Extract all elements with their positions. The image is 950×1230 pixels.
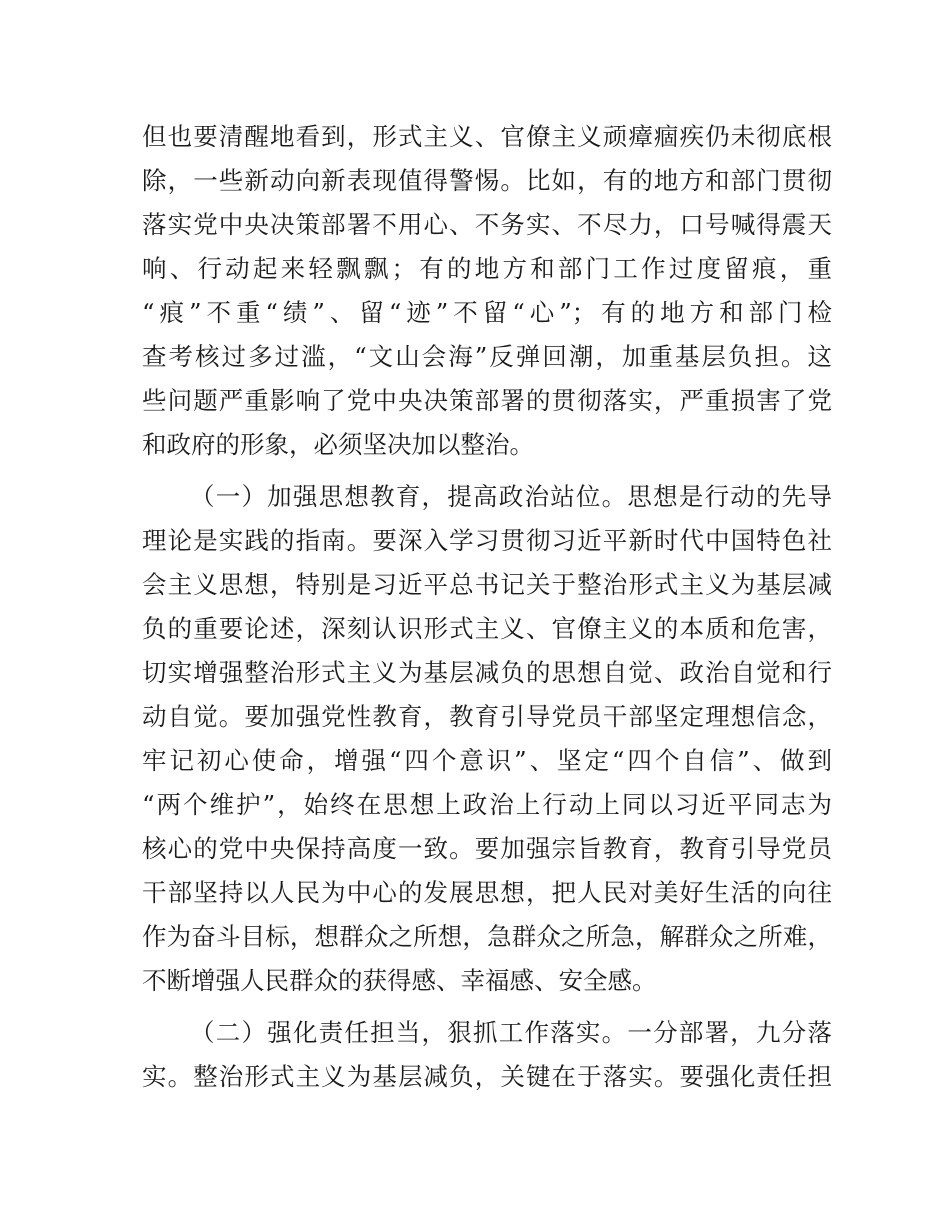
paragraph-intro-line-8: 和政府的形象，必须坚决加以整治。: [142, 430, 534, 459]
section-1-line-3: 会主义思想，特别是习近平总书记关于整治形式主义为基层减: [142, 570, 832, 599]
section-1-line-8: “两个维护”，始终在思想上政治上行动上同以习近平同志为: [142, 790, 832, 819]
paragraph-intro-line-7: 些问题严重影响了党中央决策部署的贯彻落实，严重损害了党: [142, 386, 832, 415]
section-1-line-2: 理论是实践的指南。要深入学习贯彻习近平新时代中国特色社: [142, 526, 832, 555]
section-1-line-4: 负的重要论述，深刻认识形式主义、官僚主义的本质和危害，: [142, 614, 832, 643]
paragraph-intro-line-3: 落实党中央决策部署不用心、不务实、不尽力，口号喊得震天: [142, 210, 832, 239]
paragraph-intro-line-4: 响、行动起来轻飘飘；有的地方和部门工作过度留痕，重: [142, 254, 832, 283]
section-2-line-2: 实。整治形式主义为基层减负，关键在于落实。要强化责任担: [142, 1062, 832, 1091]
section-1-line-5: 切实增强整治形式主义为基层减负的思想自觉、政治自觉和行: [142, 658, 832, 687]
section-1-line-10: 干部坚持以人民为中心的发展思想，把人民对美好生活的向往: [142, 878, 832, 907]
paragraph-intro-line-5: “痕”不重“绩”、留“迹”不留“心”；有的地方和部门检: [142, 298, 832, 327]
paragraph-intro-line-6: 查考核过多过滥，“文山会海”反弹回潮，加重基层负担。这: [142, 342, 832, 371]
paragraph-intro-line-1: 但也要清醒地看到，形式主义、官僚主义顽瘴痼疾仍未彻底根: [142, 122, 832, 151]
section-1-line-7: 牢记初心使命，增强“四个意识”、坚定“四个自信”、做到: [142, 746, 832, 775]
section-1-heading-line: （一）加强思想教育，提高政治站位。思想是行动的先导: [190, 482, 832, 511]
section-1-line-6: 动自觉。要加强党性教育，教育引导党员干部坚定理想信念，: [142, 702, 832, 731]
section-1-line-11: 作为奋斗目标，想群众之所想，急群众之所急，解群众之所难，: [142, 922, 832, 951]
paragraph-intro-line-2: 除，一些新动向新表现值得警惕。比如，有的地方和部门贯彻: [142, 166, 832, 195]
section-2-heading-line: （二）强化责任担当，狠抓工作落实。一分部署，九分落: [190, 1018, 832, 1047]
section-1-line-9: 核心的党中央保持高度一致。要加强宗旨教育，教育引导党员: [142, 834, 832, 863]
section-1-line-12: 不断增强人民群众的获得感、幸福感、安全感。: [142, 966, 657, 995]
